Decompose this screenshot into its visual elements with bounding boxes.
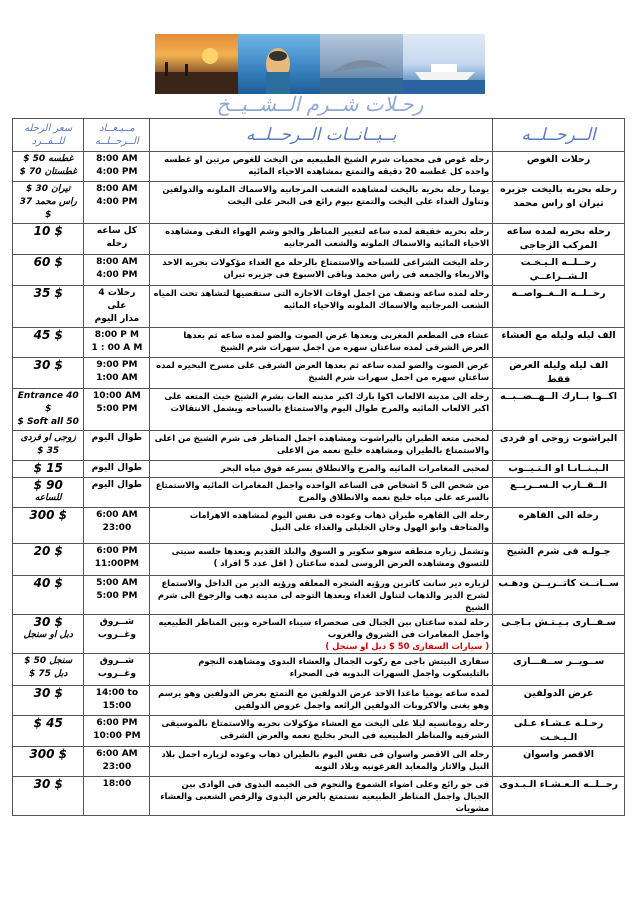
trip-price [13,224,84,255]
trip-price [13,389,84,431]
cell-text: كل ساعه [96,226,138,236]
table-row [13,431,625,461]
trip-time [84,286,150,328]
cell-text: زوجى او فردى [20,433,76,443]
cell-text: رحله لمده ساعه ونصف من اجمل اوقات الاجازه التى ستقضيها لتشاهد تحت المياه الشعب المرجانيه والاسماك الملونه والاحياء المائيه [153,288,490,310]
cell-text: رحله بحريه باليخت جزيره تيران او راس محمد [500,184,617,209]
table-row [13,182,625,224]
trip-price [13,544,84,576]
cell-text: لمده ساعه يوميا ماعدا الاحد عرض الدولفين مع التمتع بعرض الدولفين وهو يرسم وهو يغنى والاكروبات الدولفين الرائعه واجمل عروض الدولفين [158,688,490,710]
cell-text: جـولـه فى شرم الشيخ [506,546,611,557]
cell-text: راس محمد 37 $ [19,197,77,220]
trip-price [13,576,84,615]
trips-table [12,118,625,816]
trip-time [84,615,150,654]
trip-time [84,716,150,747]
cell-text: 14:00 to [95,688,139,698]
cell-text: لمحبى متعه الطيران بالبراشوت ومشاهده اجمل المناظر فى شرم الشيخ من اعلى والاستمتاع بالطيران ومشاهده خليج نعمه من الاعلى [154,433,490,455]
trip-time [84,478,150,508]
cell-text: سنجل 50 $ [24,656,73,666]
trip-name [493,182,625,224]
cell-text: دبل 75 $ [29,669,68,679]
trip-name [493,328,625,358]
trip-name [493,286,625,328]
trip-name [493,224,625,255]
table-row [13,461,625,478]
trip-price [13,508,84,544]
header-trip-name: الــرحــلــه [493,119,625,152]
trip-name [493,654,625,686]
cell-text: $ 35 [33,286,63,300]
cell-text: ســانــت كاتــريــن ودهـب [498,578,619,589]
cell-text: الـبـنــانـا او الـتـيــوب [508,463,609,474]
cell-text: للساعه [34,493,62,503]
trip-details [150,431,493,461]
cell-text: رحله الى الاقصر واسوان فى نفس اليوم بالطيران ذهاب وعوده لزياره اجمل بلاد النيل والاثار والمعابد الفرعونيه وبلاد النوبه [161,749,490,771]
trip-time [84,255,150,286]
cell-text: لمحبى المغامرات المائيه والمرح والانطلاق بسرعه فوق مياه البحر [220,463,490,473]
trip-name [493,544,625,576]
trip-price [13,461,84,478]
table-row [13,747,625,777]
cell-text: 18:00 [102,779,132,789]
cell-text: 8:00 P M [94,330,139,340]
cell-text: ( سيارات السفارى 50 $ دبل او سنجل ) [325,641,490,651]
trip-details [150,286,493,328]
cell-text: $ 30 [33,777,63,791]
cell-text: الف ليله وليله العرض فقط [509,360,609,385]
trip-time [84,654,150,686]
trip-name [493,255,625,286]
trip-time [84,461,150,478]
trip-price [13,431,84,461]
trip-name [493,478,625,508]
trip-time [84,777,150,816]
cell-text: 10:00 AM [93,391,141,401]
cell-text: $ 300 [29,508,68,522]
cell-text: $ 20 [33,544,63,558]
table-row [13,224,625,255]
trip-price [13,615,84,654]
trip-details [150,615,493,654]
cell-text: رحلات الغوص [526,154,591,165]
cell-text: غطستان 70 $ [19,167,77,177]
trip-time [84,576,150,615]
cell-text: يوميا رحله بحريه باليخت لمشاهده الشعب المرجانيه والاسماك الملونه والدولفين وتناول الغداء على اليخت والتمتع بيوم رائع فى البحر على اليخت [162,184,490,206]
cell-text: سفارى البيتش باجى مع ركوب الجمال والعشاء البدوى ومشاهده النجوم بالتليسكوب واجمل السهرات البدويه فى الصحراء [198,656,490,678]
trip-name [493,686,625,716]
table-row [13,152,625,182]
cell-text: رحله غوص فى محميات شرم الشيخ الطبيعيه من اليخت للغوص مرتين او غطسه واحده كل غطسه 20 دقيقه والتمتع بمشاهده الاحياء المائيه [164,154,490,176]
diver-photo [238,34,321,94]
cell-text: $ 40 [33,576,63,590]
cell-text: فى جو رائع وعلى اضواء الشموع والنجوم فى الخيمه البدوى فى الوادى بين الجبال واجمل المناظر الطبيعيه نستمتع بالعرض البدوى والرقص الشعبى والعشاء مشويات [160,779,490,813]
trip-details [150,182,493,224]
trip-time [84,508,150,544]
cell-text: رحــلــه الـعـشـاء الـبـدوى [499,779,619,790]
trip-details [150,508,493,544]
cell-text: 1 : 00 A M [91,343,143,353]
cell-text: 11:00PM [94,559,139,569]
cell-text: 6:00 PM [96,718,138,728]
trip-details [150,152,493,182]
trip-name [493,777,625,816]
cell-text: طوال اليوم [91,463,143,473]
cell-text: طوال اليوم [91,480,143,490]
trip-price [13,328,84,358]
trip-name [493,389,625,431]
cell-text: 4:00 PM [96,270,138,280]
table-row [13,615,625,654]
cell-text: 4 رحلات على [98,288,136,311]
trip-details [150,747,493,777]
cell-text: 5:00 PM [96,404,138,414]
table-row [13,654,625,686]
trip-details [150,255,493,286]
page-title: رحـلات شــرم الــشــيــخ [216,92,424,116]
boat-photo [403,34,486,94]
cell-text: رحــلــه الــغــواصــه [511,288,606,299]
table-row [13,544,625,576]
header-trip-time: مــيـعــاد الــرحــلــه [84,119,150,152]
cell-text: $ 30 [33,615,63,629]
cell-text: اكــوا بــارك الــهــضــبــه [500,391,618,402]
cell-text: البراشوت زوجى او فردى [499,433,618,444]
cell-text: غطسه 50 $ [23,154,74,164]
table-row [13,389,625,431]
cell-text: 8:00 AM [96,257,138,267]
trip-price [13,478,84,508]
cell-text: 6:00 AM [96,749,138,759]
cell-text: رحــلــه الـيـخـت الـشــراعــي [520,257,597,282]
cell-text: شــروق [99,656,135,666]
cell-text: $ 60 [33,255,63,269]
cell-text: 10:00 PM [93,731,141,741]
trip-price [13,255,84,286]
cell-text: سـفــارى بـيـتـش بـاجـى [501,617,616,628]
cell-text: 8:00 AM [96,154,138,164]
cell-text: 15 $ [33,461,63,475]
trip-details [150,716,493,747]
dolphin-photo [320,34,403,94]
cell-text: رحله الى القاهره [518,510,599,521]
cell-text: Entrance 40 $ [17,391,79,414]
trip-name [493,716,625,747]
trip-price [13,286,84,328]
cell-text: عرض الصوت والضو لمده ساعه ثم بعدها العرض الشرقى على مسرح البحيره لمده ساعتان سهره من اجمل سهرات شرم الشيخ [156,360,490,382]
cell-text: وغــروب [97,669,136,679]
trip-details [150,358,493,389]
cell-text: 6:00 PM [96,546,138,556]
trip-time [84,431,150,461]
table-header-row [13,119,625,152]
cell-text: وغــروب [97,630,136,640]
cell-text: وتشمل زياره منطقه سوهو سكوير و السوق والبلد القديم وبعدها جلسه سيتى للتسوق ومشاهده العرض الروسى لمده ساعتان ( اقل عدد 5 افراد ) [171,546,490,568]
trip-price [13,358,84,389]
table-row [13,286,625,328]
cell-text: $ 30 [33,358,63,372]
table-row [13,478,625,508]
cell-text: دبل او سنجل [23,630,73,640]
cell-text: $ 30 [33,686,63,700]
cell-text: $ 300 [29,747,68,761]
cell-text: 5:00 PM [96,591,138,601]
header-price: سعر الرحله للــفــرد [13,119,84,152]
trip-details [150,478,493,508]
cell-text: ســويــر ســفـــارى [512,656,605,667]
trip-details [150,328,493,358]
trip-name [493,358,625,389]
header-trip-details: بــيــانــات الــرحــلــه [150,119,493,152]
trip-time [84,389,150,431]
banner [155,34,485,94]
cell-text: 1:00 AM [96,373,138,383]
cell-text: رحله اليخت الشراعى للسباحه والاستمتاع بالرحله مع الغداء مؤكولات بحريه الاحد والاربعاء والجمعه فى راس محمد وباقى الاسبوع فى جزيره تيران [162,257,490,279]
trip-price [13,686,84,716]
cell-text: الاقصر واسوان [523,749,595,760]
table-row [13,777,625,816]
cell-text: رحله الى مدينه الالعاب اكوا بارك اكبر مدينه العاب بشرم الشيخ حيث المتعه على اكبر الالعاب المائيه والمرح طوال اليوم والاستمتاع بالسباحه ويشمل الانتقالات [164,391,490,413]
trip-details [150,544,493,576]
cell-text: لزياره دير سانت كاترين ورؤيه الشجره المعلقه ورؤيه الدير من الداخل والاستماع لشرح الدير والذهاب لتناول الغداء وبعدها التوجه لى مدينه دهب والرجوع الى شرم الشيخ [157,578,490,612]
cell-text: شــروق [99,617,135,627]
table-row [13,358,625,389]
cell-text: 6:00 AM [96,510,138,520]
cell-text: طوال اليوم [91,433,143,443]
cell-text: الــقــارب الـســريــع [509,480,608,491]
cell-text: رحله بحريه لمده ساعه المركب الزجاجى [506,226,611,251]
trip-time [84,152,150,182]
trip-price [13,654,84,686]
trip-details [150,389,493,431]
trip-price [13,182,84,224]
trip-name [493,747,625,777]
trip-time [84,686,150,716]
trip-details [150,777,493,816]
cell-text: 5:00 AM [96,578,138,588]
trip-time [84,544,150,576]
trip-time [84,358,150,389]
trip-time [84,224,150,255]
trip-details [150,224,493,255]
trip-details [150,654,493,686]
cell-text: من شخص الى 5 اشخاص فى الساعه الواحده واجمل المغامرات المائيه والاستمتاع بالسرعه على مياه خليج نعمه والانطلاق والمرح [155,480,490,502]
trip-name [493,508,625,544]
cell-text: تيران 30 $ [26,184,71,194]
table-row [13,328,625,358]
cell-text: رحـلـه عـشـاء عـلى الـيـخـت [513,718,604,743]
trip-name [493,431,625,461]
cell-text: $ 10 [33,224,63,238]
cell-text: الف ليله وليله مع العشاء [501,330,616,341]
trip-price [13,152,84,182]
table-row [13,576,625,615]
trip-name [493,152,625,182]
table-row [13,716,625,747]
cell-text: مدار اليوم [94,314,140,324]
cell-text: رحله بحريه خفيفه لمده ساعه لتغيير المناظر والجو وشم الهواء النقى ومشاهده الاحياء المائيه والاسماك الملونه والشعب المرجانيه [165,226,490,248]
trip-details [150,686,493,716]
cell-text: Soft all 50 $ [17,417,79,427]
cell-text: 23:00 [102,523,132,533]
sunset-photo [155,34,238,94]
table-row [13,508,625,544]
cell-text: $ 45 [33,328,63,342]
cell-text: 15:00 [102,701,132,711]
cell-text: 4:00 PM [96,197,138,207]
trip-time [84,747,150,777]
cell-text: رحله لمده ساعتان بين الجبال فى صحصراء سيناء الساحره وبين المناظر الطبيعيه واجمل المغامرات فى الشروق والغروب [158,617,490,639]
cell-text: 8:00 AM [96,184,138,194]
trip-details [150,576,493,615]
trip-details [150,461,493,478]
cell-text: عرض الدولفين [523,688,594,699]
trip-price [13,777,84,816]
cell-text: رحله الى القاهره طيران ذهاب وعوده فى نفس اليوم لمشاهده الاهرامات والمتاحف وابو الهول وخان الخليلى والغداء على النيل [189,510,490,532]
cell-text: عشاء فى المطعم المغربى وبعدها عرض الصوت والضو لمده ساعه ثم بعدها العرض الشرقى لمده ساعتان سهره من اجمل سهرات شرم الشيخ [183,330,490,352]
trip-name [493,461,625,478]
cell-text: 23:00 [102,762,132,772]
trip-price [13,716,84,747]
cell-text: 90 $ [33,478,63,492]
trip-price [13,747,84,777]
table-row [13,255,625,286]
cell-text: 4:00 PM [96,167,138,177]
cell-text: رحله [106,239,128,249]
cell-text: رحله رومانسيه ليلا على اليخت مع العشاء مؤكولات بحريه والاستمتاع بالموسيقى الشرقيه والمناظر الطبيعيه فى البحر بخليج نعمه والعرض الشرقى [161,718,490,740]
trip-name [493,615,625,654]
trip-time [84,328,150,358]
cell-text: 45 $ [33,716,63,730]
table-row [13,686,625,716]
cell-text: 35 $ [37,446,60,456]
trip-name [493,576,625,615]
trip-time [84,182,150,224]
cell-text: 9:00 PM [96,360,138,370]
